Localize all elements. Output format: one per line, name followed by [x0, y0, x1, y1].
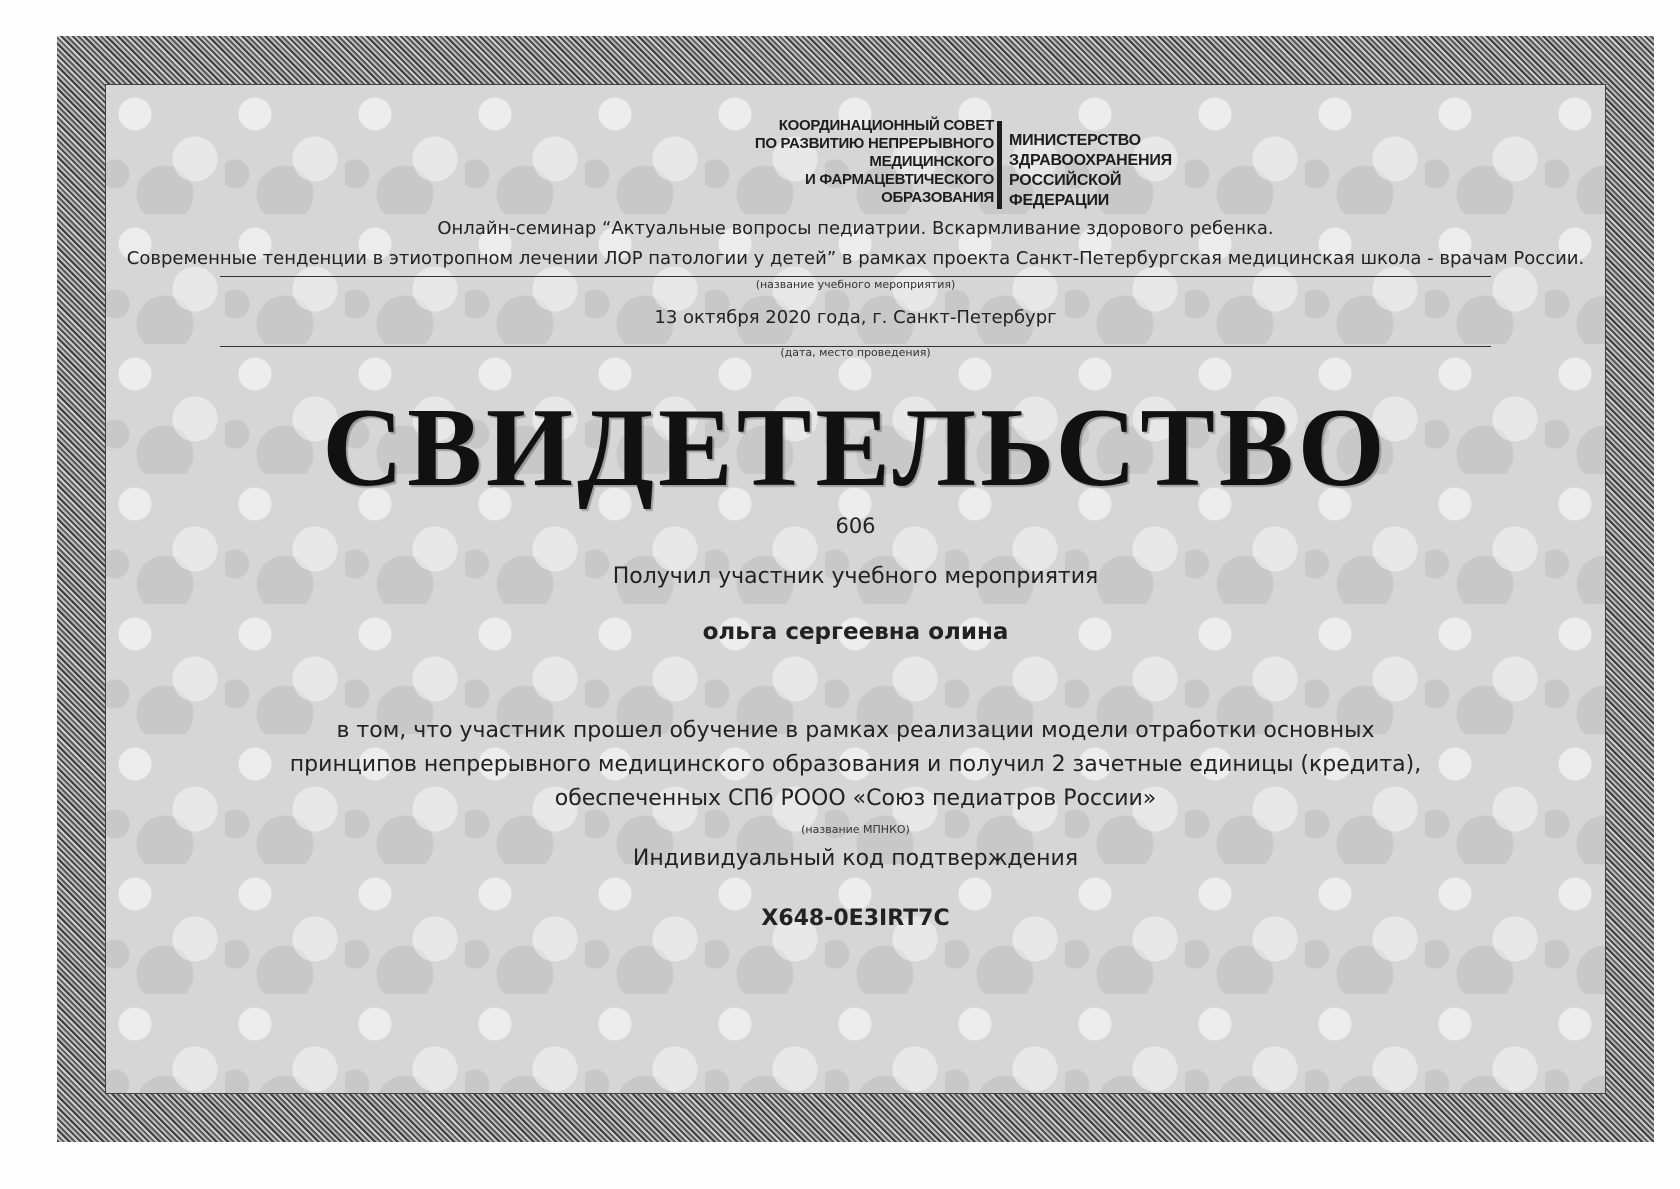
certificate-number: 606 [835, 514, 876, 538]
logo-right-line: ФЕДЕРАЦИИ [1009, 192, 1110, 209]
logo-divider [997, 121, 1002, 209]
event-caption: (название учебного мероприятия) [755, 278, 956, 291]
org-caption: (название МПНКО) [801, 823, 910, 836]
logo-council-text [694, 117, 994, 207]
confirmation-code: X648-0E3IRT7C [761, 906, 950, 931]
code-label: Индивидуальный код подтверждения [632, 846, 1079, 871]
certificate-content [105, 84, 1606, 1094]
logo-right-line: РОССИЙСКОЙ [1009, 172, 1122, 189]
body-line: обеспеченных СПб РООО «Союз педиатров России» [554, 786, 1157, 811]
certificate-title: СВИДЕТЕЛЬСТВО [322, 386, 1389, 510]
logo-left-line: ОБРАЗОВАНИЯ [881, 189, 994, 206]
certificate-body [105, 714, 1606, 816]
event-title-line1: Онлайн-семинар “Актуальные вопросы педиатрии. Вскармливание здорового ребенка. [437, 218, 1274, 239]
body-line: принципов непрерывного медицинского образования и получил 2 зачетные единицы (кредита), [289, 752, 1422, 777]
logo-left-line: КООРДИНАЦИОННЫЙ СОВЕТ [778, 117, 994, 134]
event-title-line2: Современные тенденции в этиотропном лечении ЛОР патологии у детей” в рамках проекта Санкт-Петербургская медицинская школа - врачам России. [126, 248, 1585, 269]
logo-right-line: МИНИСТЕРСТВО [1009, 132, 1141, 149]
logo-ministry-text [1009, 131, 1229, 211]
event-underline [220, 276, 1491, 277]
logo-right-line: ЗДРАВООХРАНЕНИЯ [1009, 152, 1172, 169]
logo-left-line: МЕДИЦИНСКОГО [869, 153, 994, 170]
date-caption: (дата, место проведения) [780, 346, 931, 359]
event-date-place: 13 октября 2020 года, г. Санкт-Петербург [654, 307, 1057, 328]
logo-left-line: И ФАРМАЦЕВТИЧЕСКОГО [805, 171, 994, 188]
logo-left-line: ПО РАЗВИТИЮ НЕПРЕРЫВНОГО [754, 135, 994, 152]
body-line: в том, что участник прошел обучение в рамках реализации модели отработки основных [336, 718, 1375, 743]
received-label: Получил участник учебного мероприятия [612, 564, 1099, 589]
participant-name: ольга сергеевна олина [702, 619, 1009, 645]
